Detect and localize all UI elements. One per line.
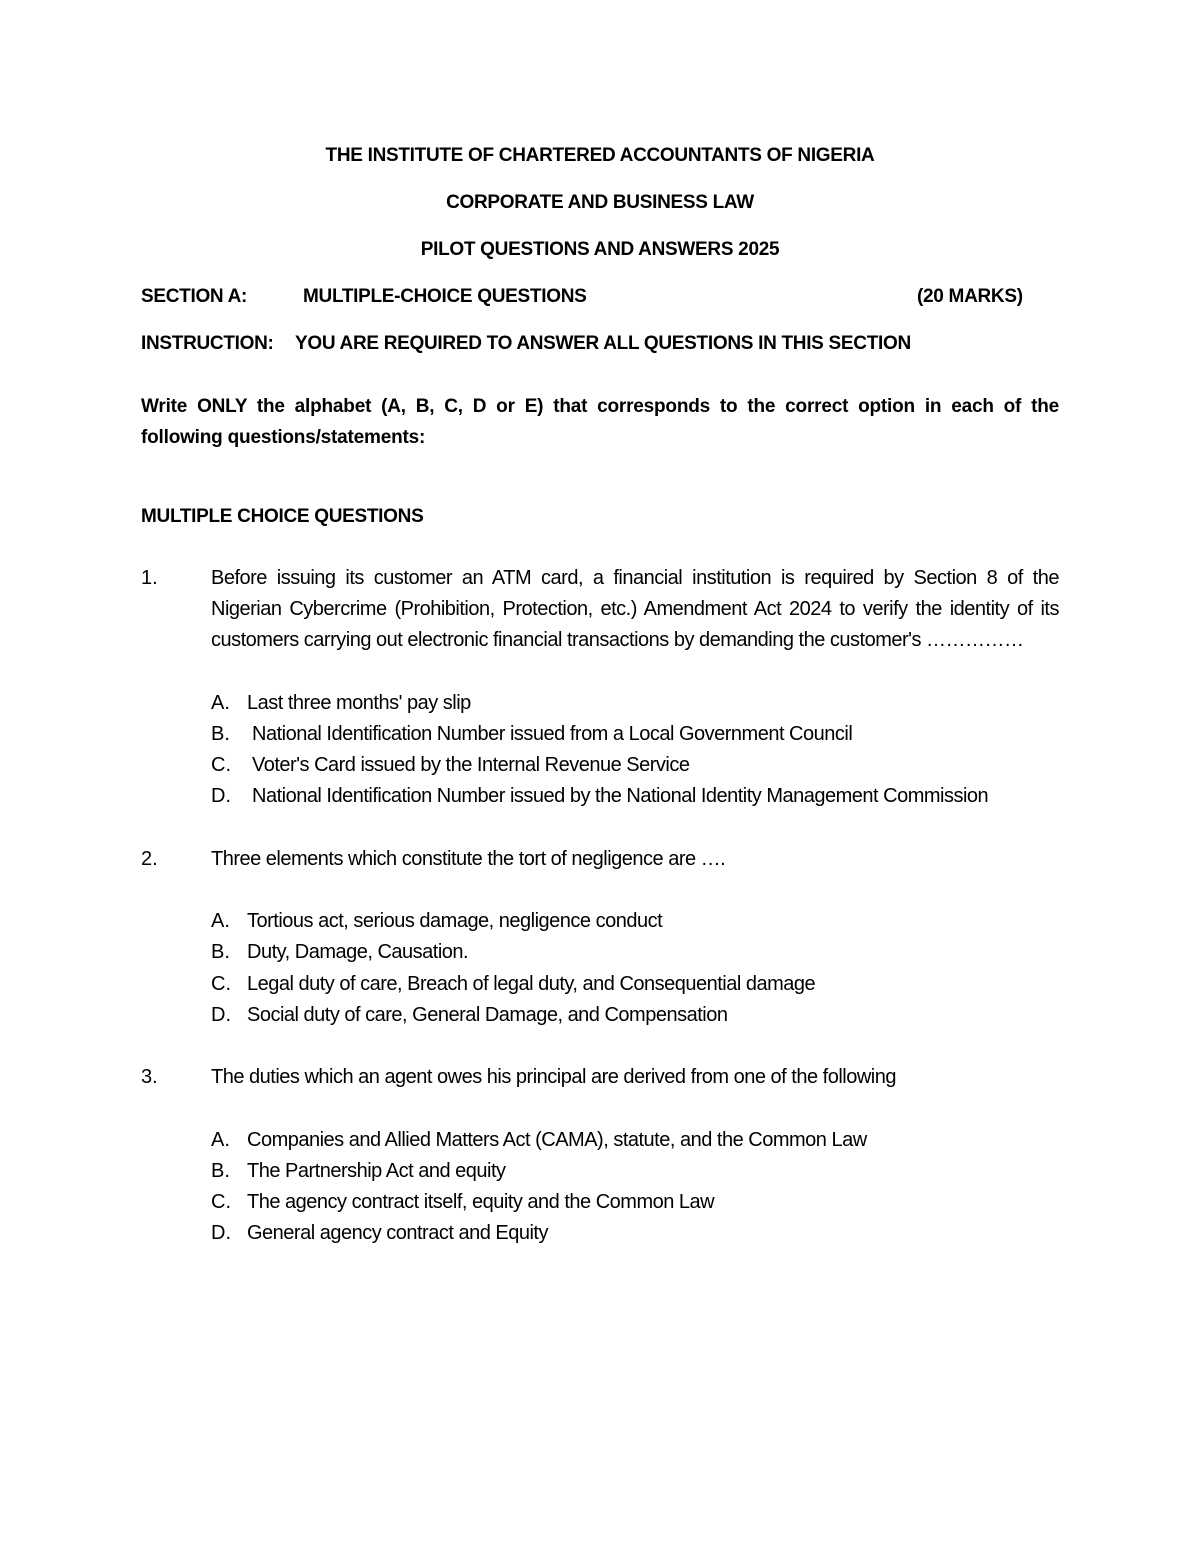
write-instruction-line-2: following questions/statements: — [141, 427, 426, 448]
option-letter: D. — [211, 785, 231, 807]
option-text: Voter's Card issued by the Internal Revenue Service — [252, 754, 690, 776]
option-letter: A. — [211, 1129, 230, 1151]
option-letter: B. — [211, 723, 230, 745]
option-text: Last three months' pay slip — [247, 692, 471, 714]
option-text: Companies and Allied Matters Act (CAMA), statute, and the Common Law — [247, 1129, 867, 1151]
option-letter: B. — [211, 941, 230, 963]
instruction-text: YOU ARE REQUIRED TO ANSWER ALL QUESTIONS IN THIS SECTION — [295, 333, 911, 354]
option-letter: B. — [211, 1160, 230, 1182]
option-letter: D. — [211, 1222, 231, 1244]
institute-title: THE INSTITUTE OF CHARTERED ACCOUNTANTS OF NIGERIA — [325, 145, 875, 166]
question-number: 2. — [141, 848, 158, 870]
option-text: Social duty of care, General Damage, and Compensation — [247, 1004, 728, 1026]
write-instruction-line-1: Write ONLY the alphabet (A, B, C, D or E) that corresponds to the correct option in each of the — [141, 396, 1059, 417]
question-text-line: The duties which an agent owes his principal are derived from one of the following — [211, 1066, 896, 1088]
option-letter: A. — [211, 910, 230, 932]
option-text: National Identification Number issued from a Local Government Council — [252, 723, 853, 745]
question-text-line: Nigerian Cybercrime (Prohibition, Protection, etc.) Amendment Act 2024 to verify the identity of its — [211, 598, 1059, 620]
option-letter: A. — [211, 692, 230, 714]
mcq-heading: MULTIPLE CHOICE QUESTIONS — [141, 506, 424, 527]
section-marks: (20 MARKS) — [917, 286, 1023, 307]
option-text: Duty, Damage, Causation. — [247, 941, 469, 963]
section-label: SECTION A: — [141, 286, 248, 307]
section-title: MULTIPLE-CHOICE QUESTIONS — [303, 286, 587, 307]
option-text: The agency contract itself, equity and the Common Law — [247, 1191, 715, 1213]
option-letter: C. — [211, 973, 231, 995]
option-text: National Identification Number issued by the National Identity Management Commission — [252, 785, 989, 807]
option-letter: C. — [211, 1191, 231, 1213]
option-text: Legal duty of care, Breach of legal duty, and Consequential damage — [247, 973, 816, 995]
question-number: 3. — [141, 1066, 158, 1088]
question-text-line: Three elements which constitute the tort of negligence are …. — [211, 848, 726, 870]
option-letter: C. — [211, 754, 231, 776]
option-text: General agency contract and Equity — [247, 1222, 548, 1244]
option-text: Tortious act, serious damage, negligence conduct — [247, 910, 663, 932]
option-letter: D. — [211, 1004, 231, 1026]
question-text-line: Before issuing its customer an ATM card, a financial institution is required by Section 8 of the — [211, 567, 1059, 589]
instruction-label: INSTRUCTION: — [141, 333, 274, 354]
subject-title: CORPORATE AND BUSINESS LAW — [446, 192, 754, 213]
option-text: The Partnership Act and equity — [247, 1160, 506, 1182]
question-text-line: customers carrying out electronic financial transactions by demanding the customer's …………… — [211, 629, 1024, 651]
question-number: 1. — [141, 567, 158, 589]
paper-title: PILOT QUESTIONS AND ANSWERS 2025 — [420, 239, 780, 260]
